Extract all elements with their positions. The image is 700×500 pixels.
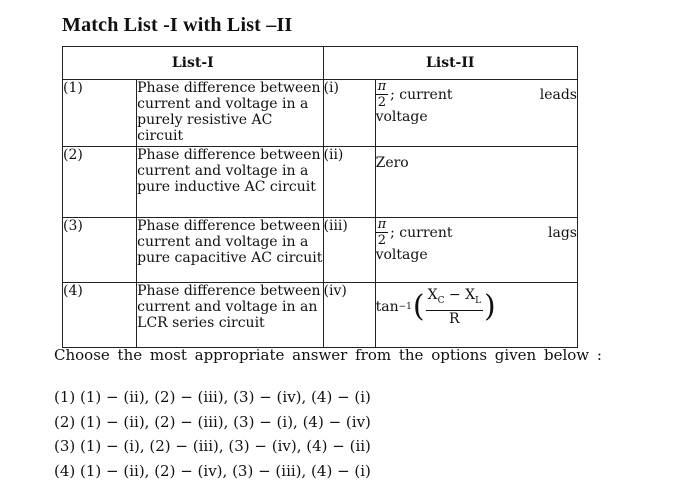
list-1-item-text: Phase difference between current and voltage in a pure capacitive AC circuit	[137, 218, 323, 283]
table-row	[63, 283, 578, 348]
answer-option-2[interactable]: (2) (1) − (ii), (2) − (iii), (3) − (i), (4) − (iv)	[54, 412, 371, 431]
list-2-item-text	[375, 218, 577, 283]
list-2-item-number: (i)	[323, 80, 375, 147]
list-1-item-text: Phase difference between current and voltage in a pure inductive AC circuit	[137, 147, 323, 218]
pi-over-2-fraction: $\frac{\pi}{2}$	[377, 217, 387, 248]
list-1-item-number: (1)	[63, 80, 137, 147]
match-table	[62, 46, 578, 348]
list-2-item-text-part: ; current	[390, 224, 453, 241]
list-2-item-text-part: ; current	[390, 86, 453, 103]
table-row	[63, 80, 578, 147]
question-prompt: Choose the most appropriate answer from the options given below :	[54, 346, 602, 364]
list-2-item-number: (iii)	[323, 218, 375, 283]
list-2-item-text-part: leads	[539, 86, 577, 103]
list-1-item-text: Phase difference between current and voltage in an LCR series circuit	[137, 283, 323, 348]
list-2-item-text-part: lags	[548, 224, 577, 241]
table-header-row	[63, 47, 578, 80]
list-2-item-number: (ii)	[323, 147, 375, 218]
list-2-item-text: Zero	[375, 147, 577, 218]
list-1-item-text: Phase difference between current and voltage in a purely resistive AC circuit	[137, 80, 323, 147]
answer-options	[54, 388, 371, 486]
phase-angle-formula: tan −1 ( $X_C - X_L$ R )	[375, 287, 496, 327]
list-2-item-text	[375, 283, 577, 348]
table-row	[63, 147, 578, 218]
list-1-item-number: (4)	[63, 283, 137, 348]
list-1-item-number: (3)	[63, 218, 137, 283]
answer-option-1[interactable]: (1) (1) − (ii), (2) − (iii), (3) − (iv), (4) − (i)	[54, 388, 371, 406]
list-2-item-text	[375, 80, 577, 147]
list-2-item-text-part: voltage	[375, 109, 428, 125]
list-2-item-number: (iv)	[323, 283, 375, 348]
pi-over-2-fraction: $\frac{\pi}{2}$	[377, 79, 387, 110]
question-title: Match List -I with List –II	[62, 14, 293, 36]
list-2-header: List-II	[323, 47, 578, 80]
list-2-item-text-part: voltage	[375, 247, 428, 263]
answer-option-3[interactable]: (3) (1) − (i), (2) − (iii), (3) − (iv), (4) − (ii)	[54, 437, 371, 455]
list-1-item-number: (2)	[63, 147, 137, 218]
list-1-header: List-I	[63, 47, 324, 80]
table-row	[63, 218, 578, 283]
answer-option-4[interactable]: (4) (1) − (ii), (2) − (iv), (3) − (iii), (4) − (i)	[54, 461, 371, 480]
